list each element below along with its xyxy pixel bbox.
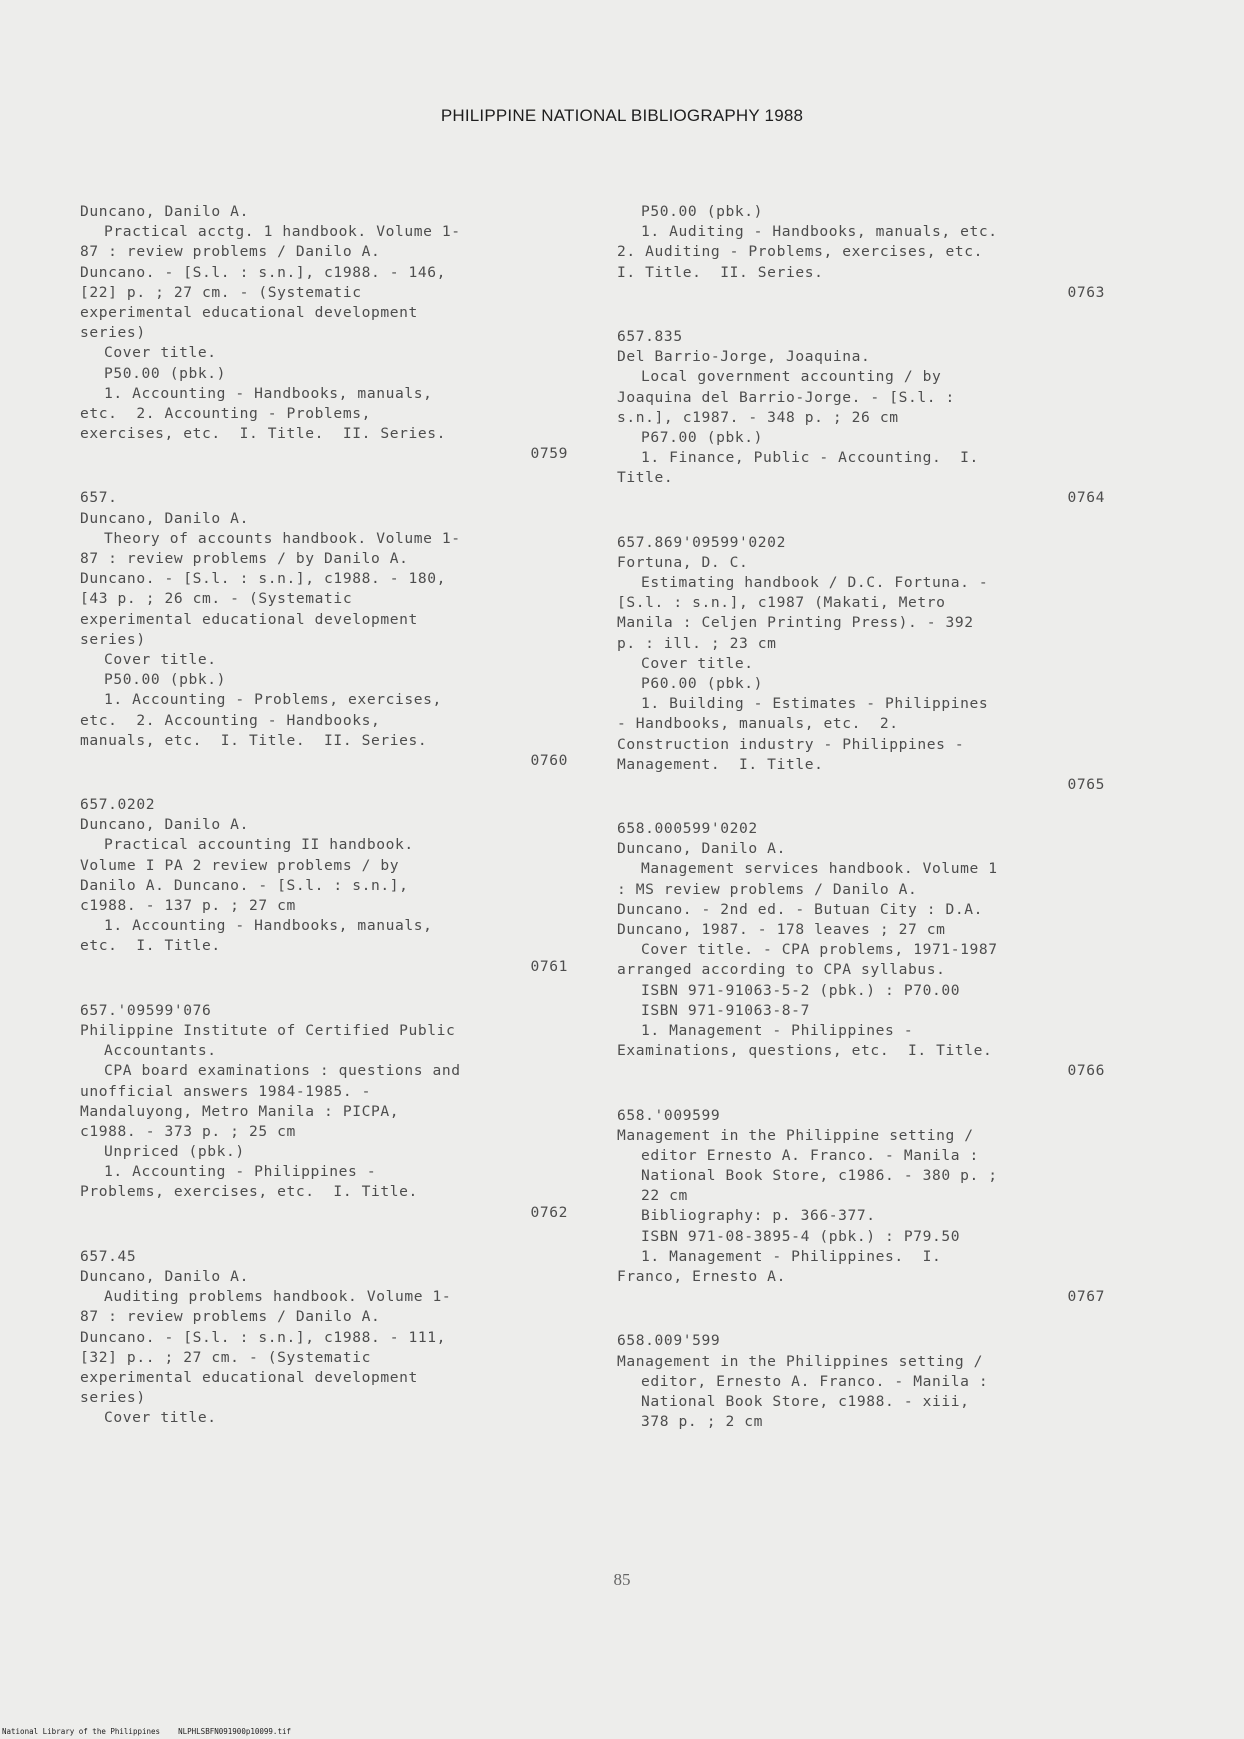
entry-line: 1. Management - Philippines - xyxy=(641,1021,914,1039)
entry-number: 0761 xyxy=(530,957,568,975)
entry-line: 657.0202 xyxy=(80,796,156,814)
entry-line: series) xyxy=(80,1389,146,1407)
entry-number: 0767 xyxy=(1067,1288,1105,1306)
entry-line: Duncano. - [S.l. : s.n.], c1988. - 180, xyxy=(80,570,447,588)
entry-line: Local government accounting / by xyxy=(641,368,942,386)
entry-line: series) xyxy=(80,630,146,648)
entry-line: Duncano. - [S.l. : s.n.], c1988. - 111, xyxy=(80,1328,447,1346)
bibliographic-entry xyxy=(617,533,1107,795)
entry-line: 658.'009599 xyxy=(617,1106,721,1124)
entry-line: [22] p. ; 27 cm. - (Systematic xyxy=(80,283,362,301)
entry-line: [43 p. ; 26 cm. - (Systematic xyxy=(80,590,353,608)
entry-line: Duncano, Danilo A. xyxy=(80,509,249,527)
entry-line: - Handbooks, manuals, etc. 2. xyxy=(617,715,899,733)
entry-line: I. Title. II. Series. xyxy=(617,263,824,281)
entry-line: National Book Store, c1988. - xiii, xyxy=(641,1392,970,1410)
entry-line: 1. Accounting - Philippines - xyxy=(104,1163,377,1181)
entry-line: 657.869'09599'0202 xyxy=(617,533,786,551)
entry-line: [S.l. : s.n.], c1987 (Makati, Metro xyxy=(617,594,946,612)
entry-line: Management. I. Title. xyxy=(617,755,824,773)
entry-line: Problems, exercises, etc. I. Title. xyxy=(80,1183,418,1201)
entry-line: 2. Auditing - Problems, exercises, etc. xyxy=(617,243,984,261)
entry-line: experimental educational development xyxy=(80,610,418,628)
entry-line: Cover title. xyxy=(104,1409,217,1427)
entry-number: 0759 xyxy=(530,445,568,463)
entry-line: Duncano, Danilo A. xyxy=(80,203,249,220)
entry-line: P50.00 (pbk.) xyxy=(104,364,227,382)
entry-line: 87 : review problems / Danilo A. xyxy=(80,243,381,261)
entry-line: Management in the Philippine setting / xyxy=(617,1126,974,1144)
entry-line: p. : ill. ; 23 cm xyxy=(617,634,777,652)
entry-line: 1. Management - Philippines. I. xyxy=(641,1247,942,1265)
entry-line: Danilo A. Duncano. - [S.l. : s.n.], xyxy=(80,876,409,894)
entry-line: Unpriced (pbk.) xyxy=(104,1143,245,1161)
entry-number: 0763 xyxy=(1067,283,1105,301)
entry-line: Accountants. xyxy=(104,1042,217,1060)
entry-line: ISBN 971-08-3895-4 (pbk.) : P79.50 xyxy=(641,1227,961,1245)
entry-line: Theory of accounts handbook. Volume 1- xyxy=(104,529,461,547)
entry-line: 1. Accounting - Handbooks, manuals, xyxy=(104,917,433,935)
entry-line: Cover title. xyxy=(104,344,217,362)
entry-line: Estimating handbook / D.C. Fortuna. - xyxy=(641,574,989,591)
entry-line: Title. xyxy=(617,469,674,487)
entry-number: 0765 xyxy=(1067,775,1105,793)
entry-number: 0760 xyxy=(530,751,568,769)
entry-line: Joaquina del Barrio-Jorge. - [S.l. : xyxy=(617,388,955,406)
bibliographic-entry xyxy=(80,202,570,464)
entry-line: Fortuna, D. C. xyxy=(617,553,749,571)
entry-line: Mandaluyong, Metro Manila : PICPA, xyxy=(80,1102,400,1120)
entry-line: 657.835 xyxy=(617,327,683,345)
entry-line: 1. Finance, Public - Accounting. I. xyxy=(641,449,979,467)
entry-line: manuals, etc. I. Title. II. Series. xyxy=(80,731,428,749)
entry-line: 657. xyxy=(80,489,118,507)
entry-line: 22 cm xyxy=(641,1187,688,1205)
entry-line: Duncano, Danilo A. xyxy=(80,816,249,834)
entry-line: 1. Building - Estimates - Philippines xyxy=(641,695,989,713)
entry-line: 657.45 xyxy=(80,1247,137,1265)
entry-number: 0764 xyxy=(1067,489,1105,507)
entry-line: series) xyxy=(80,324,146,342)
page-title: PHILIPPINE NATIONAL BIBLIOGRAPHY 1988 xyxy=(440,106,804,125)
entry-line: P50.00 (pbk.) xyxy=(104,671,227,689)
bibliographic-entry xyxy=(617,1331,1107,1432)
bibliographic-entry xyxy=(617,327,1107,509)
entry-line: ISBN 971-91063-8-7 xyxy=(641,1001,810,1019)
entry-line: Management services handbook. Volume 1 xyxy=(641,860,998,878)
entry-line: P60.00 (pbk.) xyxy=(641,674,764,692)
entry-number: 0762 xyxy=(530,1203,568,1221)
entry-line: 658.009'599 xyxy=(617,1332,721,1350)
entry-line: 87 : review problems / by Danilo A. xyxy=(80,550,409,567)
bibliographic-entry xyxy=(617,819,1107,1081)
entry-line: Duncano. - 2nd ed. - Butuan City : D.A. xyxy=(617,900,984,918)
entry-line: Manila : Celjen Printing Press). - 392 xyxy=(617,614,974,632)
page-number: 85 xyxy=(613,1570,631,1589)
left-column xyxy=(80,202,570,1453)
entry-line: [32] p.. ; 27 cm. - (Systematic xyxy=(80,1348,371,1366)
entry-line: Duncano, Danilo A. xyxy=(80,1268,249,1285)
entry-line: P67.00 (pbk.) xyxy=(641,428,764,446)
entry-line: Cover title. xyxy=(641,654,754,672)
bibliographic-entry xyxy=(617,1106,1107,1308)
entry-line: 1. Auditing - Handbooks, manuals, etc. xyxy=(641,223,998,241)
entry-line: National Book Store, c1986. - 380 p. ; xyxy=(641,1167,998,1185)
entry-line: editor, Ernesto A. Franco. - Manila : xyxy=(641,1372,989,1390)
entry-line: Volume I PA 2 review problems / by xyxy=(80,856,400,874)
entry-line: editor Ernesto A. Franco. - Manila : xyxy=(641,1146,979,1164)
entry-line: 1. Accounting - Handbooks, manuals, xyxy=(104,384,433,402)
entry-number: 0766 xyxy=(1067,1062,1105,1080)
entry-line: Practical acctg. 1 handbook. Volume 1- xyxy=(104,223,461,241)
entry-line: Construction industry - Philippines - xyxy=(617,735,965,753)
entry-line: Cover title. xyxy=(104,650,217,668)
entry-line: Examinations, questions, etc. I. Title. xyxy=(617,1042,993,1060)
entry-line: s.n.], c1987. - 348 p. ; 26 cm xyxy=(617,408,899,426)
entry-line: Practical accounting II handbook. xyxy=(104,836,414,854)
entry-line: c1988. - 373 p. ; 25 cm xyxy=(80,1122,296,1140)
entry-line: P50.00 (pbk.) xyxy=(641,203,764,220)
entry-line: Franco, Ernesto A. xyxy=(617,1268,786,1285)
entry-line: experimental educational development xyxy=(80,303,418,321)
entry-line: exercises, etc. I. Title. II. Series. xyxy=(80,425,447,443)
entry-line: etc. 2. Accounting - Problems, xyxy=(80,404,371,422)
entry-line: Duncano. - [S.l. : s.n.], c1988. - 146, xyxy=(80,263,447,281)
right-column xyxy=(617,202,1107,1456)
entry-line: Philippine Institute of Certified Public xyxy=(80,1021,456,1039)
scan-footer: National Library of the Philippines NLPHLSBFN091900p10099.tif xyxy=(2,1727,291,1736)
entry-line: : MS review problems / Danilo A. xyxy=(617,880,918,898)
entry-line: Duncano, 1987. - 178 leaves ; 27 cm xyxy=(617,921,946,938)
bibliographic-entry xyxy=(80,1247,570,1429)
entry-line: Auditing problems handbook. Volume 1- xyxy=(104,1288,452,1306)
bibliographic-entry xyxy=(617,202,1107,303)
entry-line: etc. I. Title. xyxy=(80,937,221,955)
entry-line: 378 p. ; 2 cm xyxy=(641,1413,764,1431)
entry-line: ISBN 971-91063-5-2 (pbk.) : P70.00 xyxy=(641,981,961,999)
entry-line: 657.'09599'076 xyxy=(80,1001,212,1019)
entry-line: c1988. - 137 p. ; 27 cm xyxy=(80,897,296,914)
entry-line: Duncano, Danilo A. xyxy=(617,840,786,858)
entry-line: Bibliography: p. 366-377. xyxy=(641,1207,876,1225)
entry-line: experimental educational development xyxy=(80,1368,418,1386)
bibliographic-entry xyxy=(80,795,570,977)
entry-line: arranged according to CPA syllabus. xyxy=(617,961,946,979)
bibliographic-entry xyxy=(80,1001,570,1223)
entry-line: 658.000599'0202 xyxy=(617,820,758,838)
entry-line: Cover title. - CPA problems, 1971-1987 xyxy=(641,941,998,959)
entry-line: 87 : review problems / Danilo A. xyxy=(80,1308,381,1326)
bibliographic-entry xyxy=(80,488,570,771)
entry-line: Del Barrio-Jorge, Joaquina. xyxy=(617,348,871,366)
entry-line: 1. Accounting - Problems, exercises, xyxy=(104,691,442,709)
entry-line: unofficial answers 1984-1985. - xyxy=(80,1082,371,1100)
entry-line: etc. 2. Accounting - Handbooks, xyxy=(80,711,381,729)
entry-line: CPA board examinations : questions and xyxy=(104,1062,461,1080)
entry-line: Management in the Philippines setting / xyxy=(617,1352,984,1370)
